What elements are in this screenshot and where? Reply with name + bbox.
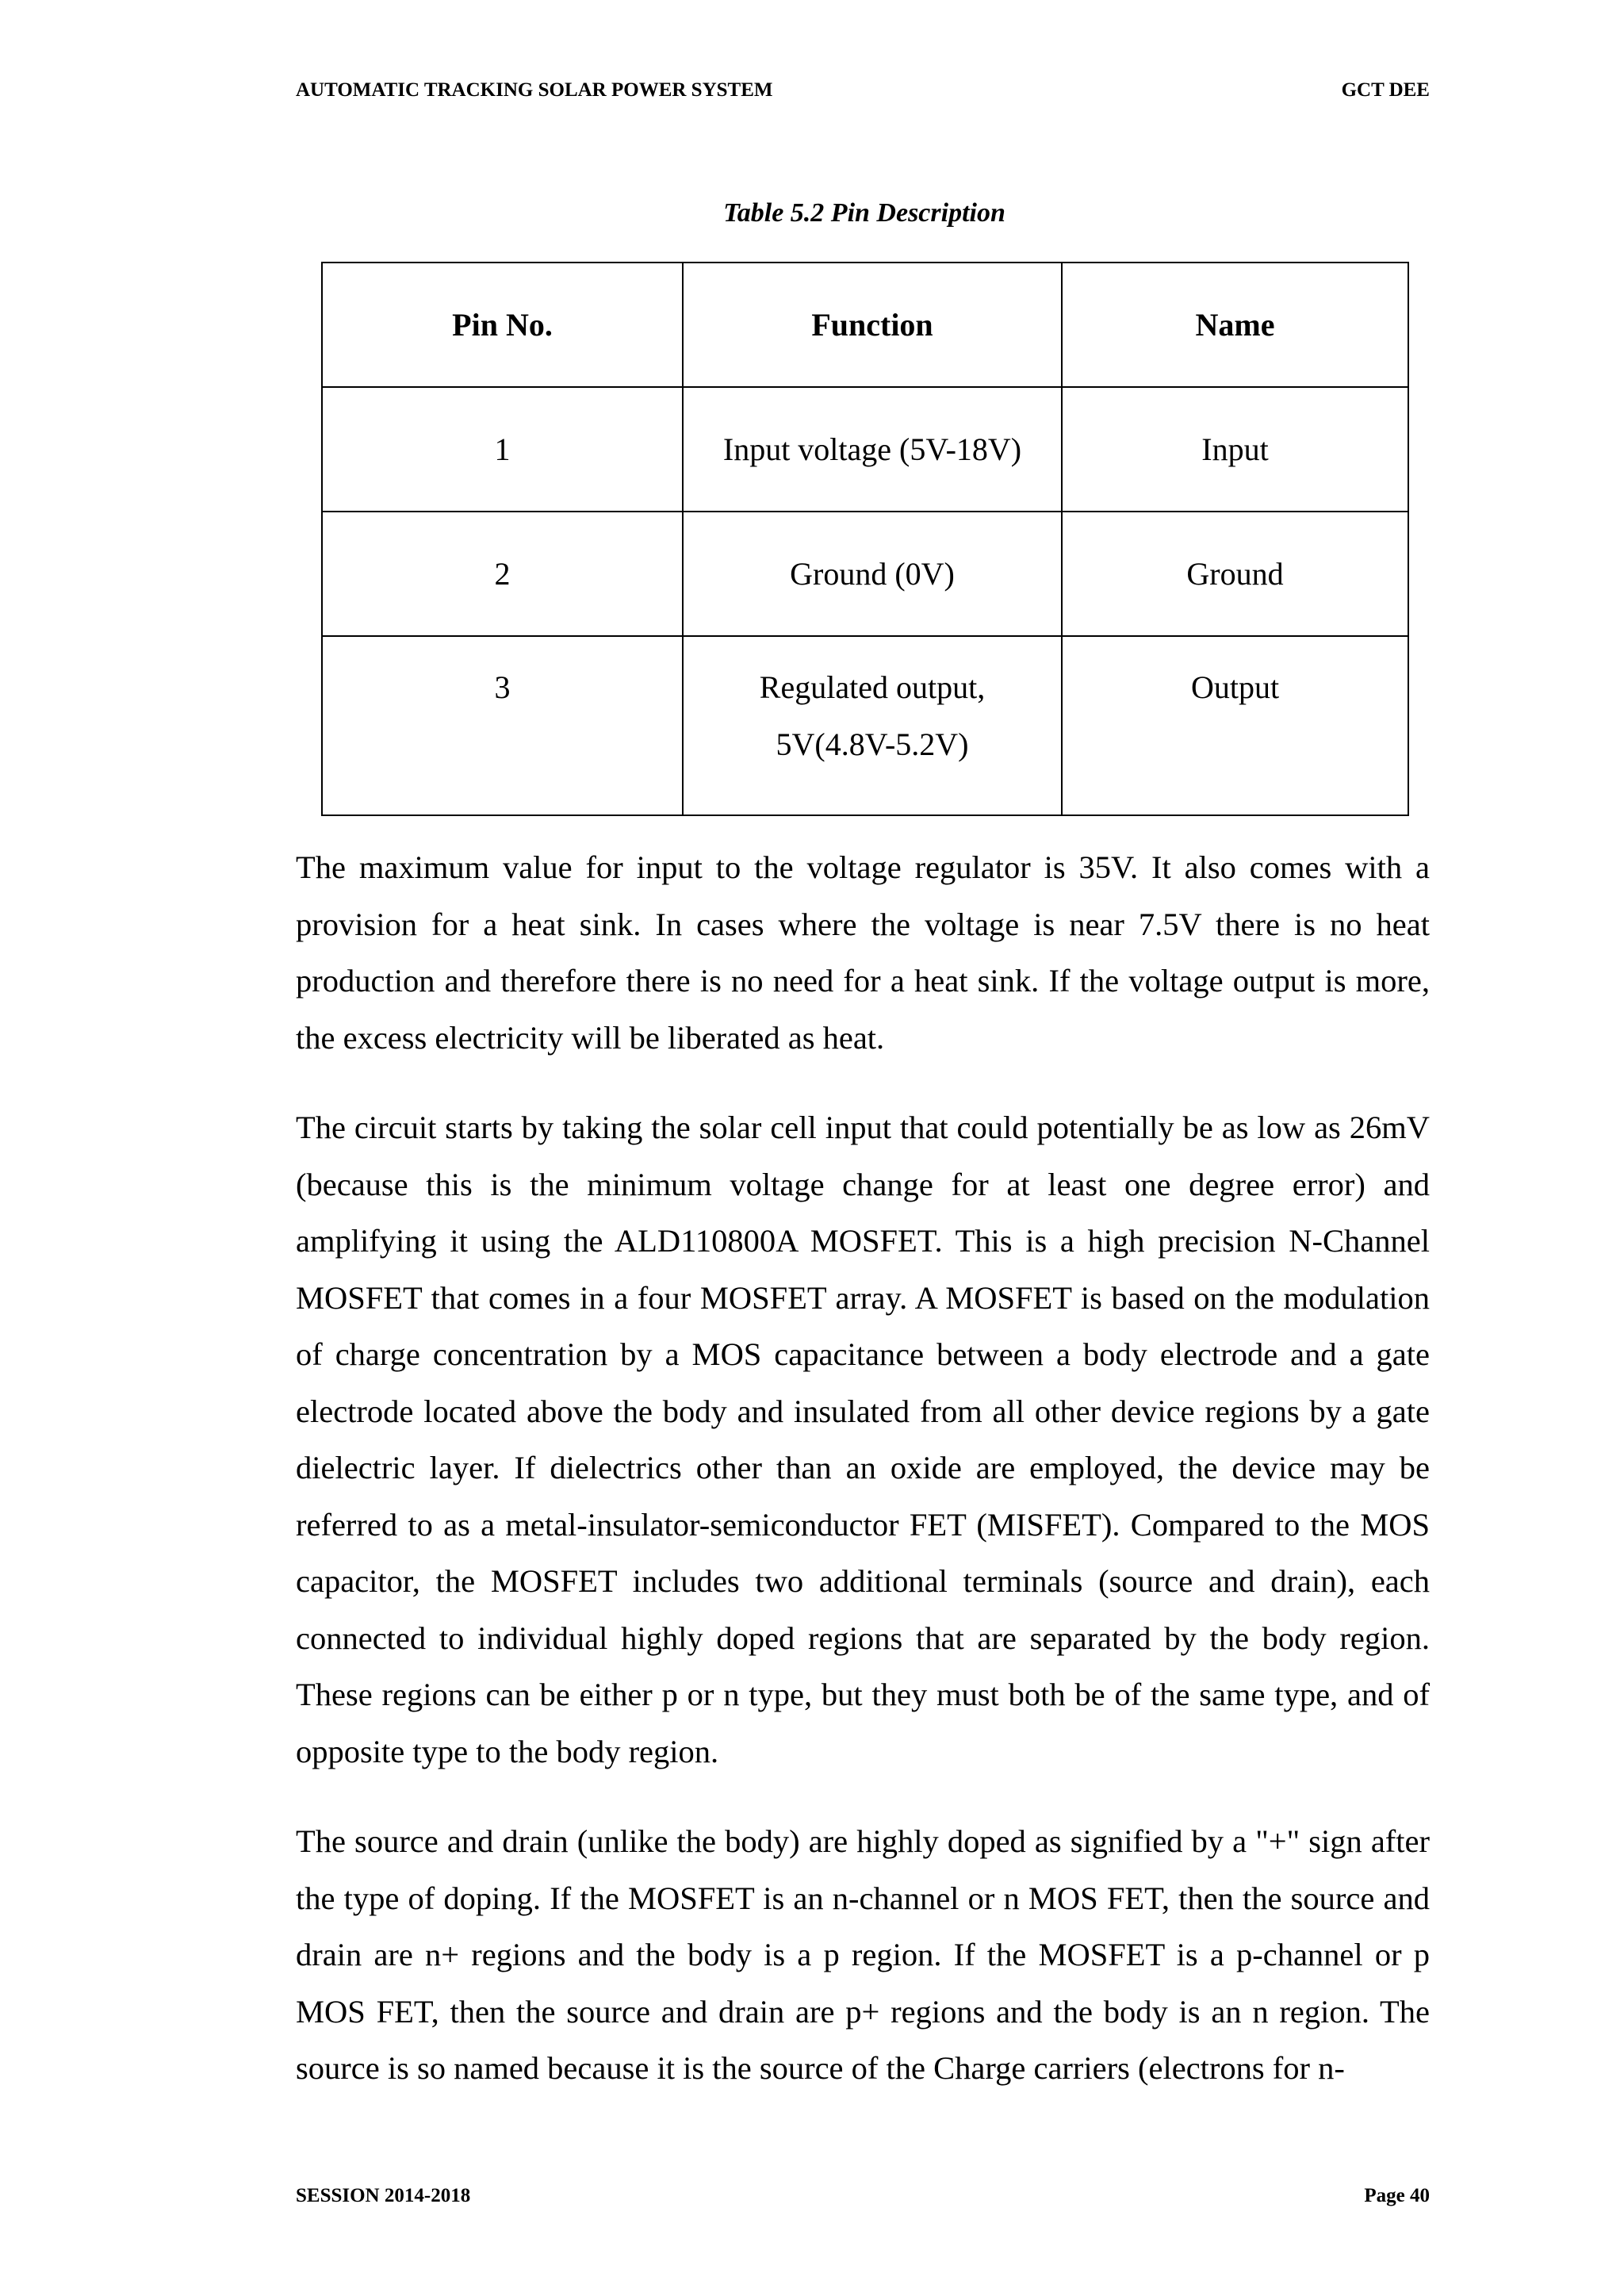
cell-name: Input bbox=[1062, 387, 1408, 512]
cell-name: Output bbox=[1062, 636, 1408, 815]
column-header-pin-no: Pin No. bbox=[322, 263, 683, 387]
cell-function bbox=[683, 636, 1062, 815]
table-caption: Table 5.2 Pin Description bbox=[723, 198, 1005, 228]
pin-description-table bbox=[321, 262, 1409, 816]
table-row bbox=[322, 387, 1408, 512]
cell-pin: 3 bbox=[322, 636, 683, 815]
paragraph: The maximum value for input to the voltage regulator is 35V. It also comes with a provision for a heat sink. In cases where the voltage is near 7.5V there is no heat production and therefore there is no need for a heat sink. If the voltage output is more, the excess electricity will be liberated as heat. bbox=[296, 849, 1430, 1056]
cell-function-line: Regulated output, bbox=[759, 669, 986, 705]
page-footer bbox=[296, 2185, 1430, 2207]
page-number: Page 40 bbox=[1364, 2185, 1430, 2206]
document-title: AUTOMATIC TRACKING SOLAR POWER SYSTEM bbox=[296, 79, 773, 101]
table-row bbox=[322, 512, 1408, 636]
paragraph: The source and drain (unlike the body) are highly doped as signified by a "+" sign after the type of doping. If the MOSFET is an n-channel or n MOS FET, then the source and drain are n+ regions and the body is a p region. If the MOSFET is a p-channel or p MOS FET, then the source and drain are p+ regions and the body is an n region. The source is so named because it is the source of the Charge carriers (electrons for n- bbox=[296, 1823, 1430, 2086]
column-header-name: Name bbox=[1062, 263, 1408, 387]
page-header bbox=[296, 79, 1430, 102]
cell-function: Input voltage (5V-18V) bbox=[683, 387, 1062, 512]
table-row bbox=[322, 636, 1408, 815]
cell-pin: 1 bbox=[322, 387, 683, 512]
column-header-function: Function bbox=[683, 263, 1062, 387]
session-label: SESSION 2014-2018 bbox=[296, 2185, 471, 2206]
cell-function-line: 5V(4.8V-5.2V) bbox=[776, 726, 969, 762]
department-label: GCT DEE bbox=[1341, 79, 1430, 101]
body-text bbox=[296, 839, 1430, 2130]
paragraph: The circuit starts by taking the solar cell input that could potentially be as low as 26mV (because this is the minimum voltage change for at least one degree error) and amplifying it using the ALD110800A MOSFET. This is a high precision N-Channel MOSFET that comes in a four MOSFET array. A MOSFET is based on the modulation of charge concentration by a MOS capacitance between a body electrode and a gate electrode located above the body and insulated from all other device regions by a gate dielectric layer. If dielectrics other than an oxide are employed, the device may be referred to as a metal-insulator-semiconductor FET (MISFET). Compared to the MOS capacitor, the MOSFET includes two additional terminals (source and drain), each connected to individual highly doped regions that are separated by the body region. These regions can be either p or n type, but they must both be of the same type, and of opposite type to the body region. bbox=[296, 1110, 1430, 1769]
cell-pin: 2 bbox=[322, 512, 683, 636]
table-header-row bbox=[322, 263, 1408, 387]
cell-name: Ground bbox=[1062, 512, 1408, 636]
cell-function: Ground (0V) bbox=[683, 512, 1062, 636]
